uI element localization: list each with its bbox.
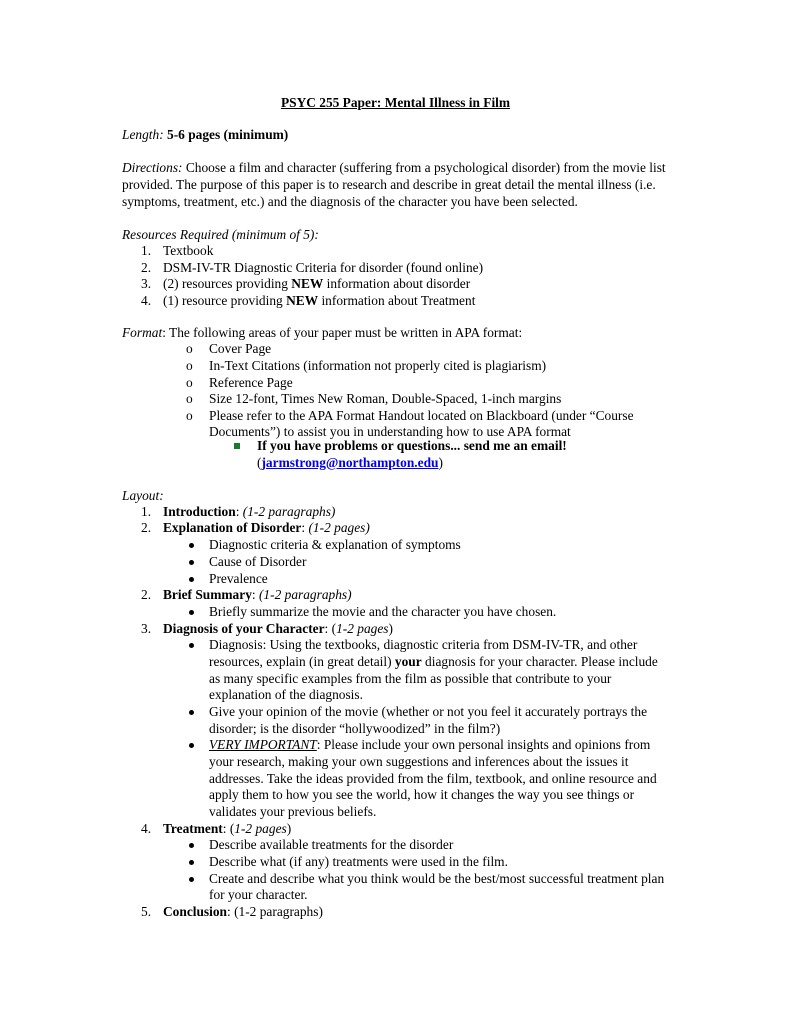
bullet-item: Describe available treatments for the disorder	[209, 837, 454, 852]
bullet-item: Create and describe what you think would be the best/most successful treatment plan	[209, 871, 665, 886]
bullet-item: Briefly summarize the movie and the character you have chosen.	[209, 604, 557, 619]
circle-marker: o	[186, 375, 193, 390]
bullet-item-continued: disorder; is the disorder “hollywoodized” in the film?)	[209, 721, 501, 736]
format-item: Cover Page	[209, 341, 272, 356]
format-line: Format: The following areas of your paper must be written in APA format:	[122, 325, 523, 340]
section-number: 2.	[141, 587, 152, 602]
format-item: Size 12-font, Times New Roman, Double-Spaced, 1-inch margins	[209, 391, 562, 406]
directions-label: Directions:	[122, 160, 183, 175]
section-explanation: Explanation of Disorder: (1-2 pages)	[163, 520, 370, 535]
section-conclusion: Conclusion: (1-2 paragraphs)	[163, 904, 323, 919]
bullet-item-continued: apply them to how you see the world, how it changes the way you see things or	[209, 787, 635, 802]
email-note: If you have problems or questions... send me an email!	[257, 438, 567, 453]
section-treatment: Treatment: (1-2 pages)	[163, 821, 292, 836]
resource-item: Textbook	[163, 243, 214, 258]
directions-line-3: symptoms, treatment, etc.) and the diagnosis of the character you have been selected.	[122, 194, 578, 209]
circle-marker: o	[186, 391, 193, 406]
section-diagnosis: Diagnosis of your Character: (1-2 pages)	[163, 621, 393, 636]
section-number: 3.	[141, 621, 152, 636]
section-number: 1.	[141, 504, 152, 519]
circle-marker: o	[186, 408, 193, 423]
resource-number: 4.	[141, 293, 152, 308]
bullet-icon	[189, 877, 194, 882]
bullet-item: VERY IMPORTANT: Please include your own personal insights and opinions from	[209, 737, 651, 752]
format-item-continued: Documents”) to assist you in understanding how to use APA format	[209, 424, 571, 439]
bullet-icon	[189, 860, 194, 865]
bullet-item-continued: for your character.	[209, 887, 308, 902]
bullet-item: Cause of Disorder	[209, 554, 307, 569]
bullet-item: Prevalence	[209, 571, 268, 586]
section-number: 2.	[141, 520, 152, 535]
bullet-item-continued: your research, making your own suggestions and inferences about the issues it	[209, 754, 629, 769]
bullet-icon	[189, 710, 194, 715]
length-line	[122, 127, 288, 144]
bullet-item: Describe what (if any) treatments were used in the film.	[209, 854, 508, 869]
directions-line-1: Directions: Choose a film and character (suffering from a psychological disorder) from the movie list	[122, 160, 666, 175]
format-item: In-Text Citations (information not properly cited is plagiarism)	[209, 358, 547, 373]
bullet-icon	[189, 543, 194, 548]
section-brief-summary: Brief Summary: (1-2 paragraphs)	[163, 587, 352, 602]
circle-marker: o	[186, 341, 193, 356]
circle-marker: o	[186, 358, 193, 373]
section-number: 5.	[141, 904, 152, 919]
bullet-icon	[189, 743, 194, 748]
format-item: Please refer to the APA Format Handout located on Blackboard (under “Course	[209, 408, 634, 423]
bullet-item: Give your opinion of the movie (whether or not you feel it accurately portrays the	[209, 704, 648, 719]
format-label: Format	[122, 325, 163, 340]
resources-heading: Resources Required (minimum of 5):	[122, 227, 319, 242]
resource-number: 1.	[141, 243, 152, 258]
bullet-item-continued: resources, explain (in great detail) your diagnosis for your character. Please include	[209, 654, 658, 669]
bullet-icon	[189, 610, 194, 615]
bullet-item: Diagnosis: Using the textbooks, diagnostic criteria from DSM-IV-TR, and other	[209, 637, 638, 652]
layout-heading: Layout:	[122, 488, 164, 503]
length-label: Length:	[122, 127, 164, 142]
resource-item: (2) resources providing NEW information about disorder	[163, 276, 471, 291]
resource-item: (1) resource providing NEW information about Treatment	[163, 293, 476, 308]
email-line: (jarmstrong@northampton.edu)	[257, 455, 443, 470]
square-bullet-icon	[234, 443, 240, 449]
page-title: PSYC 255 Paper: Mental Illness in Film	[280, 95, 511, 110]
section-number: 4.	[141, 821, 152, 836]
bullet-item-continued: explanation of the diagnosis.	[209, 687, 363, 702]
bullet-icon	[189, 577, 194, 582]
format-item: Reference Page	[209, 375, 293, 390]
resource-number: 3.	[141, 276, 152, 291]
bullet-item-continued: as many specific examples from the film as possible that contribute to your	[209, 671, 612, 686]
resource-item: DSM-IV-TR Diagnostic Criteria for disorder (found online)	[163, 260, 484, 275]
bullet-icon	[189, 560, 194, 565]
very-important-emphasis: VERY IMPORTANT	[209, 737, 317, 752]
bullet-item: Diagnostic criteria & explanation of symptoms	[209, 537, 461, 552]
bullet-icon	[189, 643, 194, 648]
section-introduction: Introduction: (1-2 paragraphs)	[163, 504, 336, 519]
resource-number: 2.	[141, 260, 152, 275]
directions-line-2: provided. The purpose of this paper is to research and describe in great detail the mental illness (i.e.	[122, 177, 656, 192]
bullet-item-continued: addresses. Take the ideas provided from the film, textbook, and online resource and	[209, 771, 657, 786]
bullet-item-continued: validates your previous beliefs.	[209, 804, 377, 819]
bullet-icon	[189, 843, 194, 848]
length-value: 5-6 pages (minimum)	[167, 127, 289, 142]
email-link[interactable]: jarmstrong@northampton.edu	[261, 455, 439, 470]
